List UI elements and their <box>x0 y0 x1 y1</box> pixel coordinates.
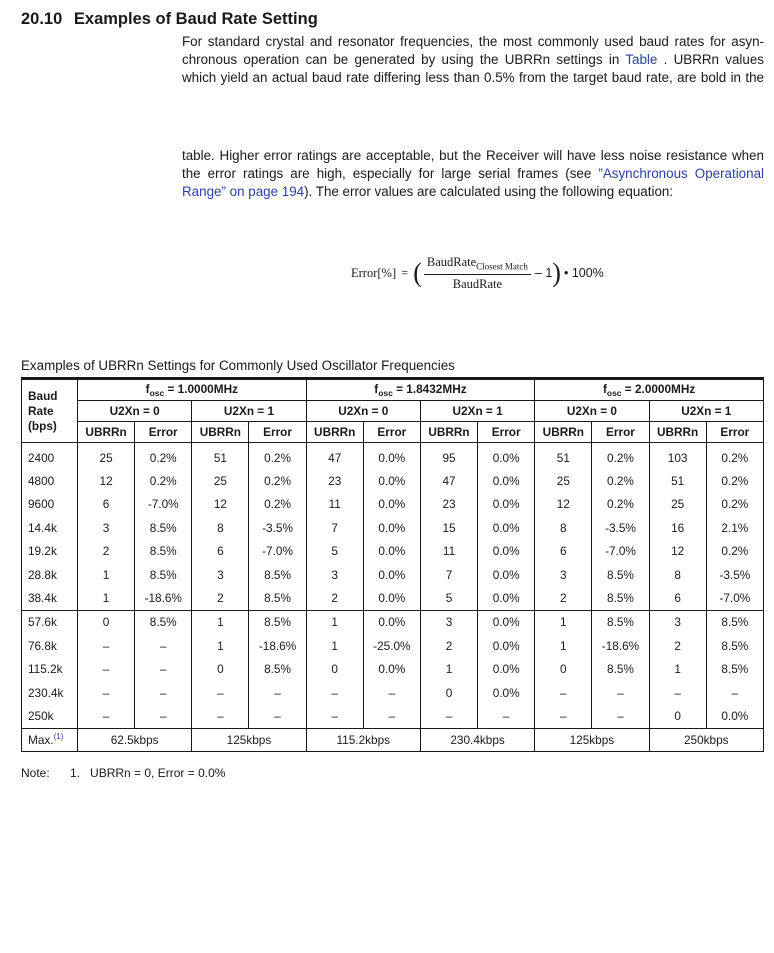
error-cell: 0.0% <box>478 563 535 586</box>
ubrr-cell: 3 <box>535 563 592 586</box>
error-cell: 0.0% <box>363 516 420 539</box>
error-cell: 8.5% <box>592 563 649 586</box>
error-cell: -7.0% <box>135 493 192 516</box>
ubrr-cell: 12 <box>78 469 135 492</box>
u2x1-header: U2Xn = 1 <box>649 401 763 422</box>
numerator-subscript: Closest Match <box>476 261 528 272</box>
max-label: Max. <box>28 733 54 748</box>
error-cell: 8.5% <box>135 610 192 634</box>
ubrr-cell: 3 <box>420 610 477 634</box>
error-cell: 0.0% <box>363 469 420 492</box>
ubrr-cell: 2 <box>192 586 249 610</box>
ubrr-cell: 1 <box>78 586 135 610</box>
paragraph-text: chronous operation can be generated by using the UBRRn settings in <box>182 52 626 67</box>
error-cell: 0.2% <box>592 469 649 492</box>
ubrr-cell: 8 <box>192 516 249 539</box>
error-cell: 0.0% <box>363 563 420 586</box>
table-row <box>22 681 764 704</box>
error-cell: 2.1% <box>706 516 763 539</box>
ubrr-cell: – <box>306 681 363 704</box>
section-title: Examples of Baud Rate Setting <box>73 10 318 28</box>
ubrr-cell: 7 <box>420 563 477 586</box>
error-cell: 0.0% <box>478 493 535 516</box>
fosc-value: = 1.0000MHz <box>164 382 238 396</box>
ubrr-cell: 3 <box>192 563 249 586</box>
error-col-header: Error <box>249 422 306 443</box>
section-heading <box>21 10 318 29</box>
equation-numerator <box>424 255 531 275</box>
error-col-header: Error <box>478 422 535 443</box>
ubrr-cell: 1 <box>192 610 249 634</box>
ubrr-cell: 51 <box>649 469 706 492</box>
error-cell: – <box>592 704 649 728</box>
ubrr-cell: 5 <box>420 586 477 610</box>
ubrr-col-header: UBRRn <box>420 422 477 443</box>
baud-rate-cell: 115.2k <box>22 658 78 681</box>
equation-fraction <box>424 255 531 292</box>
error-cell: 0.0% <box>478 681 535 704</box>
ubrr-cell: 25 <box>192 469 249 492</box>
error-cell: -3.5% <box>249 516 306 539</box>
table-row <box>22 563 764 586</box>
error-cell: – <box>135 658 192 681</box>
u2x0-header: U2Xn = 0 <box>535 401 649 422</box>
error-cell: – <box>363 681 420 704</box>
error-cell: 0.2% <box>706 540 763 563</box>
ubrr-cell: 1 <box>78 563 135 586</box>
error-cell: 0.0% <box>478 516 535 539</box>
error-cell: 0.0% <box>478 540 535 563</box>
error-col-header: Error <box>363 422 420 443</box>
paragraph-text: the error ratings are high, especially for large serial frames (see <box>182 166 599 181</box>
error-cell: – <box>135 704 192 728</box>
error-col-header: Error <box>592 422 649 443</box>
table-body <box>22 443 764 729</box>
u2x0-header: U2Xn = 0 <box>78 401 192 422</box>
table-row <box>22 493 764 516</box>
error-cell: -18.6% <box>592 634 649 657</box>
baud-rate-cell: 38.4k <box>22 586 78 610</box>
ubrr-cell: 1 <box>306 610 363 634</box>
error-cell: 0.2% <box>135 469 192 492</box>
ubrr-cell: – <box>78 704 135 728</box>
ubrr-cell: – <box>78 658 135 681</box>
ubrr-cell: – <box>192 704 249 728</box>
ubrr-cell: 0 <box>192 658 249 681</box>
note-text: UBRRn = 0, Error = 0.0% <box>90 766 226 780</box>
fosc-sub: osc <box>378 388 393 398</box>
u2x1-header: U2Xn = 1 <box>420 401 534 422</box>
error-cell: 8.5% <box>706 634 763 657</box>
baud-rate-cell: 57.6k <box>22 610 78 634</box>
error-cell: 0.0% <box>363 540 420 563</box>
ubrr-cell: 25 <box>535 469 592 492</box>
paragraph-line: table. Higher error ratings are acceptable, but the Receiver will have less noise resistance when <box>182 148 764 163</box>
ubrr-cell: 15 <box>420 516 477 539</box>
ubrr-cell: – <box>306 704 363 728</box>
ubrr-col-header: UBRRn <box>192 422 249 443</box>
error-cell: 0.0% <box>478 443 535 470</box>
paragraph-line: For standard crystal and resonator frequencies, the most commonly used baud rates for asyn- <box>182 34 764 49</box>
error-cell: 0.0% <box>478 469 535 492</box>
ubrr-cell: 0 <box>306 658 363 681</box>
ubrr-col-header: UBRRn <box>78 422 135 443</box>
error-cell: -3.5% <box>706 563 763 586</box>
error-cell: -18.6% <box>135 586 192 610</box>
ubrr-cell: 1 <box>192 634 249 657</box>
fosc-sub: osc <box>606 388 622 398</box>
ubrr-cell: 1 <box>535 610 592 634</box>
paragraph-text: . UBRRn values <box>657 52 764 67</box>
error-cell: 0.2% <box>135 443 192 470</box>
ubrr-cell: – <box>649 681 706 704</box>
ubrr-cell: 8 <box>649 563 706 586</box>
error-cell: 0.0% <box>363 493 420 516</box>
ubrr-cell: – <box>192 681 249 704</box>
ubrr-cell: 103 <box>649 443 706 470</box>
error-cell: 0.0% <box>363 443 420 470</box>
ubrr-cell: 47 <box>306 443 363 470</box>
equation-equals: = <box>401 265 409 280</box>
baud-rate-cell: 28.8k <box>22 563 78 586</box>
error-cell: – <box>592 681 649 704</box>
error-cell: -7.0% <box>706 586 763 610</box>
ubrr-col-header: UBRRn <box>649 422 706 443</box>
error-cell: 0.0% <box>706 704 763 728</box>
table-caption: Examples of UBRRn Settings for Commonly Used Oscillator Frequencies <box>21 358 455 373</box>
error-cell: 8.5% <box>135 540 192 563</box>
async-range-link[interactable]: ”Asynchronous Operational <box>598 166 765 181</box>
paragraph-line <box>182 165 764 183</box>
error-cell: 8.5% <box>249 586 306 610</box>
left-paren: ( <box>413 257 422 288</box>
error-cell: 0.2% <box>706 493 763 516</box>
ubrr-cell: 11 <box>420 540 477 563</box>
ubrr-cell: 6 <box>649 586 706 610</box>
fosc-f: f <box>145 382 150 396</box>
ubrr-cell: 6 <box>192 540 249 563</box>
error-cell: 0.2% <box>249 443 306 470</box>
ubrr-cell: 0 <box>420 681 477 704</box>
error-cell: 8.5% <box>135 516 192 539</box>
ubrr-cell: 8 <box>535 516 592 539</box>
error-cell: 0.0% <box>363 610 420 634</box>
table-row <box>22 516 764 539</box>
error-cell: 8.5% <box>592 586 649 610</box>
error-cell: 0.2% <box>592 443 649 470</box>
ubrr-cell: 6 <box>535 540 592 563</box>
paragraph-line <box>182 183 764 201</box>
ubrr-cell: – <box>78 634 135 657</box>
fosc-sub: osc <box>149 388 165 398</box>
equation-denominator: BaudRate <box>452 276 503 291</box>
continuation-paragraph <box>182 147 764 201</box>
ubrr-cell: – <box>78 681 135 704</box>
error-cell: 0.2% <box>706 443 763 470</box>
error-cell: -25.0% <box>363 634 420 657</box>
error-cell: 8.5% <box>249 563 306 586</box>
ubrr-cell: 47 <box>420 469 477 492</box>
error-cell: 0.2% <box>592 493 649 516</box>
fosc-header-1 <box>78 379 307 401</box>
ubrr-cell: 2 <box>649 634 706 657</box>
baud-rate-cell: 4800 <box>22 469 78 492</box>
error-cell: 8.5% <box>249 658 306 681</box>
ubrr-cell: 2 <box>306 586 363 610</box>
error-cell: – <box>249 704 306 728</box>
max-value: 125kbps <box>535 728 649 751</box>
ubrr-cell: 2 <box>420 634 477 657</box>
note-label: Note: <box>21 766 50 780</box>
error-cell: – <box>363 704 420 728</box>
ubrr-cell: 23 <box>420 493 477 516</box>
baud-rate-cell: 76.8k <box>22 634 78 657</box>
error-cell: – <box>135 681 192 704</box>
equation-lhs: Error[%] <box>351 265 397 280</box>
error-col-header: Error <box>135 422 192 443</box>
ubrr-cell: 7 <box>306 516 363 539</box>
table-row <box>22 658 764 681</box>
error-cell: -7.0% <box>592 540 649 563</box>
error-cell: 8.5% <box>135 563 192 586</box>
error-cell: -3.5% <box>592 516 649 539</box>
max-value: 62.5kbps <box>78 728 192 751</box>
ubrr-cell: 1 <box>306 634 363 657</box>
ubrr-cell: 3 <box>78 516 135 539</box>
baud-rate-cell: 230.4k <box>22 681 78 704</box>
error-cell: – <box>706 681 763 704</box>
ubrr-cell: 1 <box>535 634 592 657</box>
table-note <box>21 766 225 780</box>
table-row <box>22 586 764 610</box>
u2x1-header: U2Xn = 1 <box>192 401 306 422</box>
error-cell: 8.5% <box>706 610 763 634</box>
ubrr-cell: 5 <box>306 540 363 563</box>
error-cell: 0.0% <box>478 586 535 610</box>
baud-rate-table <box>21 377 764 752</box>
baud-rate-cell: 19.2k <box>22 540 78 563</box>
ubrr-cell: 95 <box>420 443 477 470</box>
max-value: 230.4kbps <box>420 728 534 751</box>
error-cell: 0.2% <box>249 469 306 492</box>
error-cell: 0.2% <box>249 493 306 516</box>
ubrr-col-header: UBRRn <box>535 422 592 443</box>
error-cell: -18.6% <box>249 634 306 657</box>
error-col-header: Error <box>706 422 763 443</box>
error-cell: 8.5% <box>249 610 306 634</box>
error-cell: 0.2% <box>706 469 763 492</box>
ubrr-cell: – <box>535 681 592 704</box>
max-value: 115.2kbps <box>306 728 420 751</box>
table-link[interactable]: Table <box>625 52 658 67</box>
error-cell: 0.0% <box>363 658 420 681</box>
error-cell: 0.0% <box>478 658 535 681</box>
ubrr-cell: 1 <box>649 658 706 681</box>
ubrr-cell: 6 <box>78 493 135 516</box>
error-cell: – <box>135 634 192 657</box>
error-cell: 0.0% <box>363 586 420 610</box>
ubrr-cell: – <box>420 704 477 728</box>
ubrr-cell: 3 <box>306 563 363 586</box>
ubrr-cell: 11 <box>306 493 363 516</box>
max-row <box>22 728 764 751</box>
ubrr-cell: 16 <box>649 516 706 539</box>
fosc-header-2 <box>306 379 535 401</box>
ubrr-cell: 12 <box>535 493 592 516</box>
fosc-f: f <box>374 382 379 396</box>
baud-rate-cell: 250k <box>22 704 78 728</box>
paragraph-text: ). The error values are calculated using the following equation: <box>304 184 674 199</box>
ubrr-cell: 3 <box>649 610 706 634</box>
table-row <box>22 469 764 492</box>
ubrr-cell: 0 <box>78 610 135 634</box>
baud-rate-header: Baud Rate (bps) <box>22 379 78 443</box>
numerator-text: BaudRate <box>426 255 477 269</box>
error-cell: 8.5% <box>706 658 763 681</box>
ubrr-cell: 2 <box>535 586 592 610</box>
fosc-value: = 1.8432MHz <box>392 382 467 396</box>
fosc-value: = 2.0000MHz <box>621 382 696 396</box>
u2x0-header: U2Xn = 0 <box>306 401 420 422</box>
ubrr-cell: 25 <box>78 443 135 470</box>
error-cell: 0.0% <box>478 634 535 657</box>
error-cell: – <box>249 681 306 704</box>
ubrr-cell: 51 <box>535 443 592 470</box>
equation-minus-one: – 1 <box>534 266 553 281</box>
baud-rate-cell: 14.4k <box>22 516 78 539</box>
baud-rate-cell: 9600 <box>22 493 78 516</box>
error-cell: – <box>478 704 535 728</box>
right-paren: ) <box>552 257 561 288</box>
ubrr-cell: 51 <box>192 443 249 470</box>
ubrr-cell: 0 <box>535 658 592 681</box>
paragraph-line: which yield an actual baud rate differing less than 0.5% from the target baud rate, are bold in the <box>182 70 764 85</box>
async-range-link-cont[interactable]: Range” on page 194 <box>182 184 305 199</box>
baud-rate-cell: 2400 <box>22 443 78 470</box>
footnote-ref[interactable]: (1) <box>53 732 64 742</box>
ubrr-cell: 1 <box>420 658 477 681</box>
ubrr-cell: 12 <box>649 540 706 563</box>
table-row <box>22 704 764 728</box>
ubrr-cell: 12 <box>192 493 249 516</box>
error-cell: -7.0% <box>249 540 306 563</box>
ubrr-cell: 23 <box>306 469 363 492</box>
error-equation <box>351 255 604 292</box>
ubrr-cell: – <box>535 704 592 728</box>
note-number: 1. <box>70 766 81 780</box>
section-number: 20.10 <box>21 10 63 28</box>
max-value: 250kbps <box>649 728 763 751</box>
max-value: 125kbps <box>192 728 306 751</box>
table-row <box>22 540 764 563</box>
ubrr-cell: 2 <box>78 540 135 563</box>
paragraph-line <box>182 51 764 69</box>
table-row <box>22 610 764 634</box>
ubrr-cell: 0 <box>649 704 706 728</box>
fosc-header-3 <box>535 379 764 401</box>
table-row <box>22 634 764 657</box>
error-cell: 0.0% <box>478 610 535 634</box>
ubrr-col-header: UBRRn <box>306 422 363 443</box>
error-cell: 8.5% <box>592 658 649 681</box>
error-cell: 8.5% <box>592 610 649 634</box>
max-label-cell <box>22 728 78 751</box>
table-row <box>22 443 764 470</box>
fosc-f: f <box>602 382 607 396</box>
intro-paragraph <box>182 33 764 87</box>
equation-times: • 100% <box>563 266 604 281</box>
ubrr-cell: 25 <box>649 493 706 516</box>
